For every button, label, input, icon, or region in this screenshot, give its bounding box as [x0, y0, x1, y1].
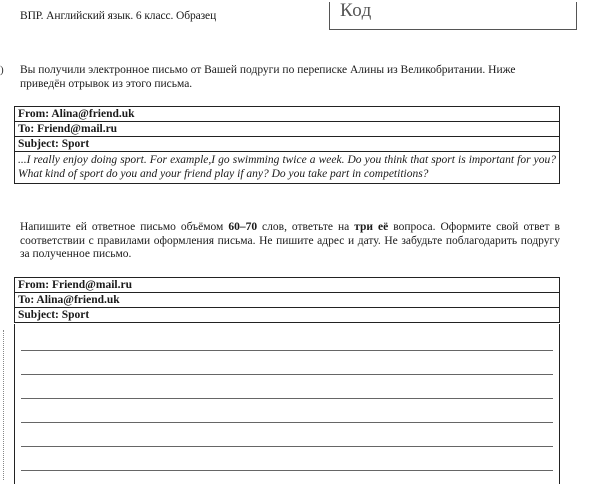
- reply-from: From: Friend@mail.ru: [15, 278, 559, 293]
- instructions-part-3: вопроса. Оформите свой ответ в соответствии с правилами оформления письма. Не пишите адрес и дату. Не забудьте поблагодарить подругу за полученное письмо.: [20, 221, 560, 260]
- incoming-from: From: Alina@friend.uk: [15, 107, 559, 122]
- instructions-part-1: Напишите ей ответное письмо объёмом: [20, 221, 229, 233]
- reply-subject: Subject: Sport: [18, 309, 90, 321]
- answer-line[interactable]: [21, 374, 553, 375]
- cut-line: [3, 330, 4, 480]
- page-header: ВПР. Английский язык. 6 класс. Образец: [20, 10, 217, 22]
- task-number: ): [0, 64, 4, 76]
- task-intro: Вы получили электронное письмо от Вашей подруги по переписке Алины из Великобритании. Ниже приведён отрывок из этого письма.: [20, 64, 516, 90]
- task-instructions: [20, 221, 560, 262]
- word-count: 60–70: [228, 221, 258, 233]
- code-label: Код: [340, 0, 372, 21]
- code-box[interactable]: [329, 2, 577, 30]
- answer-area[interactable]: [14, 324, 560, 484]
- question-count: три её: [354, 221, 389, 233]
- answer-line[interactable]: [21, 350, 553, 351]
- instructions-part-2: слов, ответьте на: [257, 221, 355, 233]
- incoming-to: To: Friend@mail.ru: [15, 122, 559, 137]
- incoming-letter-box: [14, 106, 560, 184]
- reply-to: To: Alina@friend.uk: [15, 293, 559, 308]
- answer-line[interactable]: [21, 446, 553, 447]
- incoming-letter-body: ...I really enjoy doing sport. For example,I go swimming twice a week. Do you think that sport is important for you? What kind of sport do you and your friend play if any? Do you take part in competitions?: [18, 154, 556, 180]
- answer-line[interactable]: [21, 470, 553, 471]
- answer-line[interactable]: [21, 422, 553, 423]
- incoming-subject: Subject: Sport: [15, 137, 559, 152]
- reply-letter-header: [14, 277, 560, 323]
- answer-line[interactable]: [21, 398, 553, 399]
